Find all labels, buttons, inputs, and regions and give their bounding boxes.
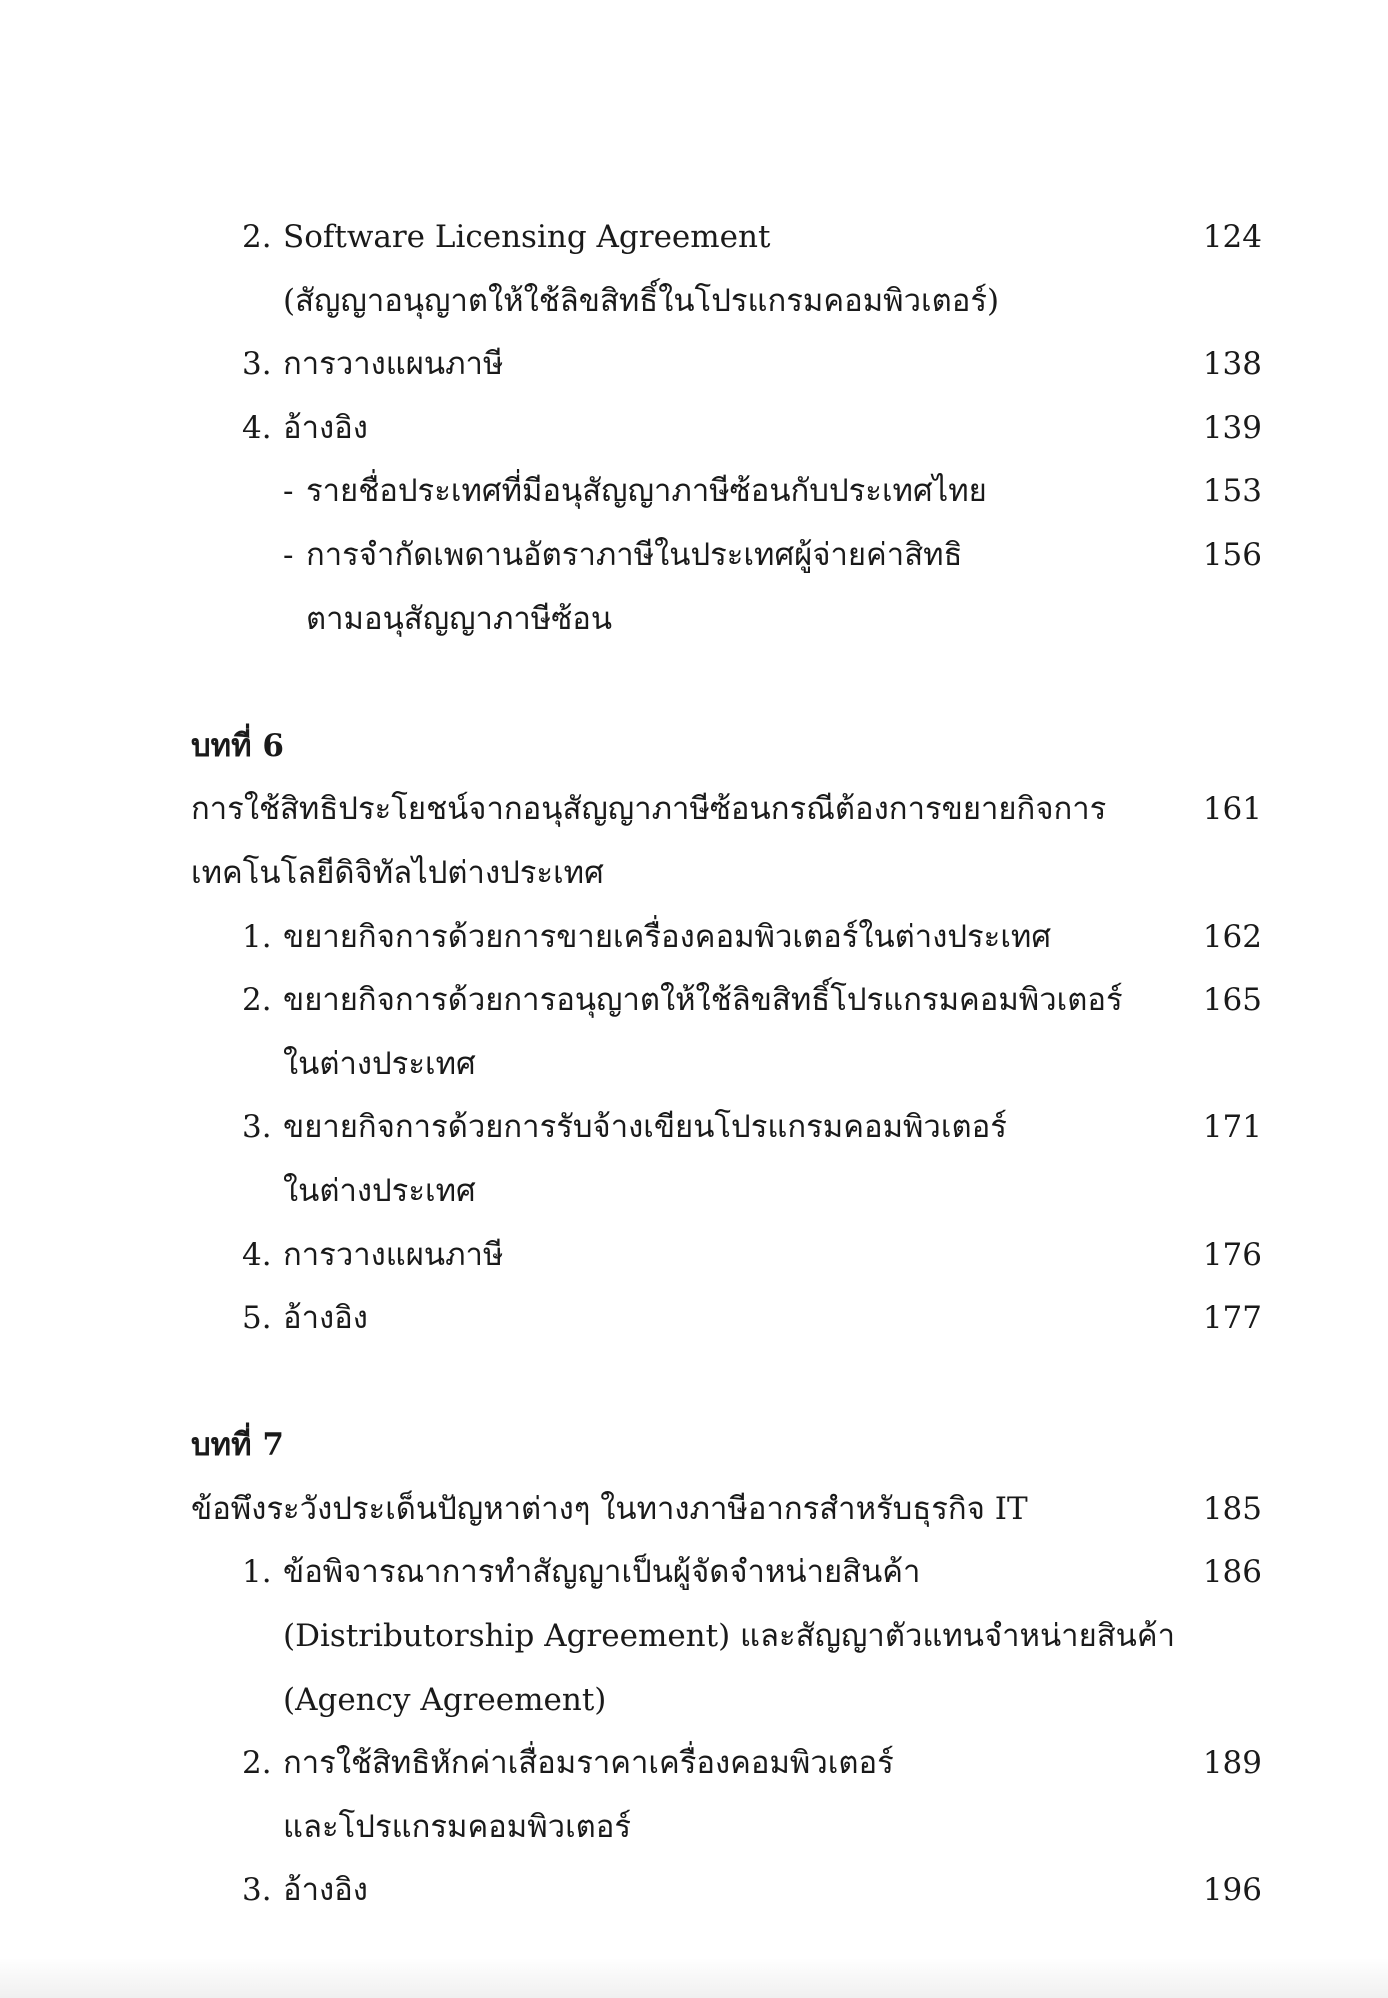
section-gap xyxy=(0,1351,1388,1415)
entry-text: การใช้สิทธิประโยชน์จากอนุสัญญาภาษีซ้อนกรณีต้องการขยายกิจการ xyxy=(191,791,1107,828)
entry-number: 3. xyxy=(242,346,272,383)
page-number: 156 xyxy=(1202,536,1262,573)
entry-number: 2. xyxy=(242,219,272,255)
entry-number: 2. xyxy=(242,982,272,1019)
page-number: 185 xyxy=(1202,1490,1262,1527)
toc-entry-line xyxy=(0,333,1388,397)
chapter-heading-row xyxy=(0,715,1388,779)
toc-entry-line xyxy=(0,1160,1388,1224)
toc-entry-line xyxy=(0,524,1388,588)
entry-text: ข้อพิจารณาการทำสัญญาเป็นผู้จัดจำหน่ายสินค้า xyxy=(283,1554,921,1591)
toc-entry-line xyxy=(0,969,1388,1033)
page-number: 171 xyxy=(1202,1109,1262,1146)
page-number: 153 xyxy=(1202,473,1262,510)
entry-number: 1. xyxy=(242,1554,272,1591)
entry-text: รายชื่อประเทศที่มีอนุสัญญาภาษีซ้อนกับประเทศไทย xyxy=(306,473,987,510)
page-number: 196 xyxy=(1202,1872,1262,1909)
bullet-dash: - xyxy=(283,536,294,573)
page-number: 161 xyxy=(1202,791,1262,828)
toc-entry-line xyxy=(0,1732,1388,1796)
entry-text: ข้อพึงระวังประเด็นปัญหาต่างๆ ในทางภาษีอากรสำหรับธุรกิจ IT xyxy=(191,1490,1028,1527)
page-number: 124 xyxy=(1202,219,1262,255)
entry-text: ในต่างประเทศ xyxy=(283,1172,476,1209)
entry-number: 1. xyxy=(242,918,272,955)
page-number: 138 xyxy=(1202,346,1262,383)
bullet-dash: - xyxy=(283,473,294,510)
toc-entry-line xyxy=(0,397,1388,461)
toc-entry-line xyxy=(0,1096,1388,1160)
section-gap xyxy=(0,651,1388,715)
page-number: 186 xyxy=(1202,1554,1262,1591)
toc-entry-line xyxy=(0,270,1388,334)
toc-entry-line xyxy=(0,588,1388,652)
entry-number: 3. xyxy=(242,1872,272,1909)
toc-entry-line xyxy=(0,906,1388,970)
entry-text: อ้างอิง xyxy=(283,1300,368,1337)
entry-text: และโปรแกรมคอมพิวเตอร์ xyxy=(283,1808,632,1845)
entry-number: 4. xyxy=(242,409,272,446)
entry-text: การวางแผนภาษี xyxy=(283,346,504,383)
chapter-heading: บทที่ 7 xyxy=(191,1427,284,1464)
entry-text: อ้างอิง xyxy=(283,409,368,446)
page-number: 176 xyxy=(1202,1236,1262,1273)
page-number: 189 xyxy=(1202,1745,1262,1782)
entry-text: เทคโนโลยีดิจิทัลไปต่างประเทศ xyxy=(191,854,604,891)
entry-text: ขยายกิจการด้วยการขายเครื่องคอมพิวเตอร์ในต่างประเทศ xyxy=(283,918,1052,955)
toc-entry-line xyxy=(0,1605,1388,1669)
toc-entry-line xyxy=(0,1796,1388,1860)
entry-text: การใช้สิทธิหักค่าเสื่อมราคาเครื่องคอมพิวเตอร์ xyxy=(283,1745,894,1782)
entry-number: 2. xyxy=(242,1745,272,1782)
toc-entry-line xyxy=(0,842,1388,906)
page-number: 165 xyxy=(1202,982,1262,1019)
table-of-contents xyxy=(0,206,1388,1923)
entry-number: 4. xyxy=(242,1236,272,1273)
entry-text: (สัญญาอนุญาตให้ใช้ลิขสิทธิ์ในโปรแกรมคอมพิวเตอร์) xyxy=(283,282,1000,319)
page-number: 162 xyxy=(1202,918,1262,955)
page-number: 177 xyxy=(1202,1300,1262,1337)
toc-entry-line xyxy=(0,1287,1388,1351)
toc-entry-line xyxy=(0,1033,1388,1097)
toc-entry-line xyxy=(0,1224,1388,1288)
chapter-heading-row xyxy=(0,1414,1388,1478)
entry-text: ขยายกิจการด้วยการอนุญาตให้ใช้ลิขสิทธิ์โปรแกรมคอมพิวเตอร์ xyxy=(283,982,1123,1019)
page-number: 139 xyxy=(1202,409,1262,446)
toc-entry-line xyxy=(0,1478,1388,1542)
entry-text: Software Licensing Agreement xyxy=(283,219,771,255)
chapter-heading: บทที่ 6 xyxy=(191,727,284,764)
entry-number: 5. xyxy=(242,1300,272,1337)
entry-text: การจำกัดเพดานอัตราภาษีในประเทศผู้จ่ายค่าสิทธิ xyxy=(306,536,963,573)
entry-text: ในต่างประเทศ xyxy=(283,1045,476,1082)
toc-entry-line xyxy=(0,460,1388,524)
toc-entry-line xyxy=(0,206,1388,270)
entry-text: การวางแผนภาษี xyxy=(283,1236,504,1273)
page-bottom-shadow xyxy=(0,1958,1388,1998)
toc-entry-line xyxy=(0,1669,1388,1733)
entry-text: ขยายกิจการด้วยการรับจ้างเขียนโปรแกรมคอมพิวเตอร์ xyxy=(283,1109,1007,1146)
toc-entry-line xyxy=(0,778,1388,842)
entry-text: (Distributorship Agreement) และสัญญาตัวแทนจำหน่ายสินค้า xyxy=(283,1618,1176,1655)
entry-text: (Agency Agreement) xyxy=(283,1681,607,1718)
toc-entry-line xyxy=(0,1859,1388,1923)
entry-text: ตามอนุสัญญาภาษีซ้อน xyxy=(306,600,613,637)
toc-entry-line xyxy=(0,1541,1388,1605)
entry-text: อ้างอิง xyxy=(283,1872,368,1909)
entry-number: 3. xyxy=(242,1109,272,1146)
